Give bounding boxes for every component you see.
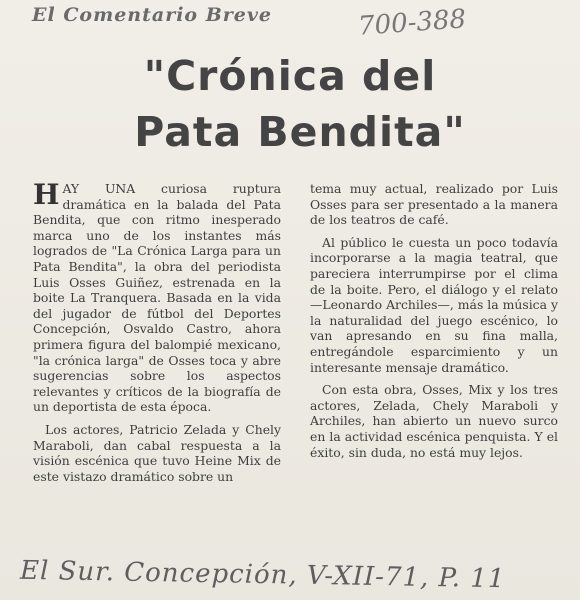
handwritten-source-note: El Sur. Concepción, V-XII-71, P. 11	[19, 555, 506, 595]
headline-line-2: Pata Bendita"	[134, 108, 466, 156]
article-column-left	[33, 178, 281, 491]
handwritten-archive-code: 700-388	[357, 4, 467, 42]
headline	[0, 48, 580, 160]
section-label: El Comentario Breve	[32, 4, 273, 26]
paragraph: Con esta obra, Osses, Mix y los tres actores, Zelada, Chely Maraboli y Archiles, han abierto un nuevo surco en la actividad escénica penquista. Y el éxito, sin duda, no está muy lejos.	[310, 382, 558, 460]
paragraph: Al público le cuesta un poco todavía incorporarse a la magia teatral, que pareciera interrumpirse por el clima de la boite. Pero, el diálogo y el relato —Leonardo Archiles—, más la música y la naturalidad del juego escénico, lo van apresando en su fina malla, entregándole esparcimiento y un interesante mensaje dramático.	[310, 234, 558, 375]
paragraph-text: AY UNA curiosa ruptura dramática en la balada del Pata Bendita, que con ritmo inesperado marca uno de los instantes más logrados de "La Crónica Larga para un Pata Bendita", la obra del periodista Luis Osses Guiñez, estrenada en la boite La Tranquera. Basada en la vida del jugador de fútbol del Deportes Concepción, Osvaldo Castro, ahora primera figura del balompié mexicano, "la crónica larga" de Osses toca y abre sugerencias sobre los aspectos relevantes y críticos de la biografía de un deportista de esta época.	[33, 181, 281, 415]
drop-cap: H	[33, 178, 60, 211]
paragraph: Los actores, Patricio Zelada y Chely Maraboli, dan cabal respuesta a la visión escénica que tuvo Heine Mix de este vistazo dramático sobre un	[33, 421, 281, 484]
article-column-right	[310, 181, 558, 467]
paragraph: tema muy actual, realizado por Luis Osses para ser presentado a la manera de los teatros de café.	[310, 181, 558, 228]
paragraph	[33, 178, 281, 415]
headline-line-1: "Crónica del	[143, 52, 437, 100]
